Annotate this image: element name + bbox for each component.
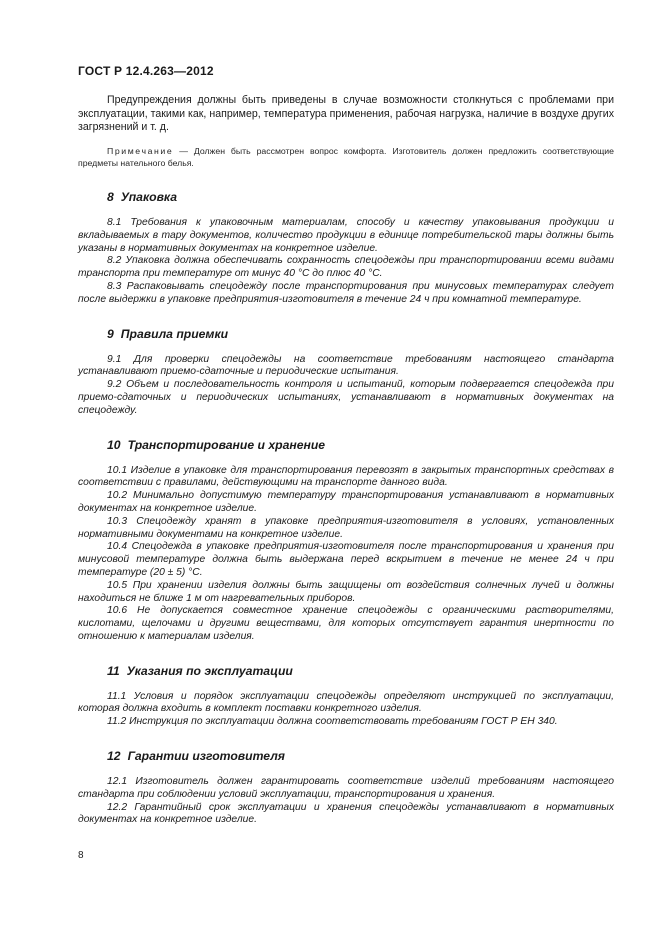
section-title [78,438,614,452]
section-title-text: Правила приемки [120,326,229,341]
section-number: 11 [107,663,120,678]
document-header: ГОСТ Р 12.4.263—2012 [78,64,214,78]
note-text: — Должен быть рассмотрен вопрос комфорта. Изготовитель должен предложить соответствующие предметы нательного белья. [78,145,614,169]
clause-paragraph: 8.1 Требования к упаковочным материалам, способу и качеству упаковывания продукции и вкладываемых в тару документов, количество продукции в единице потребительской тары должны быть указаны в нормативных документах на конкретное изделие. [78,216,614,254]
section-number: 9 [107,326,114,341]
clause-paragraph: 11.1 Условия и порядок эксплуатации спецодежды определяют инструкцией по эксплуатации, которая должна входить в комплект поставки конкретного изделия. [78,690,614,715]
clause-paragraph: 9.1 Для проверки спецодежды на соответствие требованиям настоящего стандарта устанавливают приемо-сдаточные и периодические испытания. [78,353,614,378]
clause-paragraph: 8.2 Упаковка должна обеспечивать сохранность спецодежды при транспортировании всеми видами транспорта при температуре от минус 40 °С до плюс 40 °С. [78,255,614,280]
section-title-text: Транспортирование и хранение [127,437,326,452]
page-number: 8 [78,850,84,861]
section-8 [78,190,614,307]
clause-paragraph: 8.3 Распаковывать спецодежду после транспортирования при минусовых температурах следует после выдержки в упаковке предприятия-изготовителя в течение 24 ч при комнатной температуре. [78,280,614,305]
section-number: 12 [107,749,121,764]
section-title [78,190,614,204]
note-paragraph [78,145,614,170]
section-title-text: Гарантии изготовителя [127,749,285,764]
clause-paragraph: 10.6 Не допускается совместное хранение спецодежды с органическими растворителями, кислотами, щелочами и другими веществами, для которых отсутствует гарантия инертности по отношению к материалам изделия. [78,605,614,642]
clause-paragraph: 11.2 Инструкция по эксплуатации должна соответствовать требованиям ГОСТ Р ЕН 340. [107,716,558,728]
clause-paragraph: 10.3 Спецодежду хранят в упаковке предприятия-изготовителя в условиях, установленных нормативными документами на конкретное изделие. [78,515,614,540]
intro-paragraph: Предупреждения должны быть приведены в случае возможности столкнуться с проблемами при эксплуатации, такими как, например, температура применения, рабочая нагрузка, наличие в воздухе других загрязнений и т. д. [78,94,614,134]
sections-container [78,190,614,827]
clause-paragraph: 9.2 Объем и последовательность контроля и испытаний, которым подвергается спецодежда при приемо-сдаточных и периодических испытаниях, устанавливают в нормативных документах на спецодежду. [78,379,614,416]
section-9 [78,327,614,418]
clause-paragraph: 10.4 Спецодежда в упаковке предприятия-изготовителя после транспортирования и хранения при минусовой температуре должна быть выдержана перед вскрытием в течение не менее 24 ч при температуре (20 ± 5) °С. [78,541,614,578]
clause-paragraph: 10.1 Изделие в упаковке для транспортирования перевозят в закрытых транспортных средствах в соответствии с правилами, действующими на транспорте данного вида. [78,464,614,489]
section-title-text: Упаковка [120,189,178,204]
section-12 [78,749,614,827]
section-title [78,749,614,763]
section-title [78,327,614,341]
clause-paragraph: 12.1 Изготовитель должен гарантировать соответствие изделий требованиям настоящего стандарта при соблюдении условий эксплуатации, транспортирования и хранения. [78,776,614,800]
section-title [78,664,614,678]
section-11 [78,664,614,729]
clause-paragraph: 10.2 Минимально допустимую температуру транспортирования устанавливают в нормативных документах на конкретное изделие. [78,490,614,514]
section-title-text: Указания по эксплуатации [126,663,293,678]
clause-paragraph: 12.2 Гарантийный срок эксплуатации и хранения спецодежды устанавливают в нормативных документах на конкретное изделие. [78,801,614,826]
note-label: Примечание [107,145,174,156]
document-body [78,94,614,827]
section-number: 8 [107,189,114,204]
clause-paragraph: 10.5 При хранении изделия должны быть защищены от воздействия солнечных лучей и должны находиться не ближе 1 м от нагревательных приборов. [78,579,614,604]
section-number: 10 [107,437,121,452]
section-10 [78,438,614,644]
